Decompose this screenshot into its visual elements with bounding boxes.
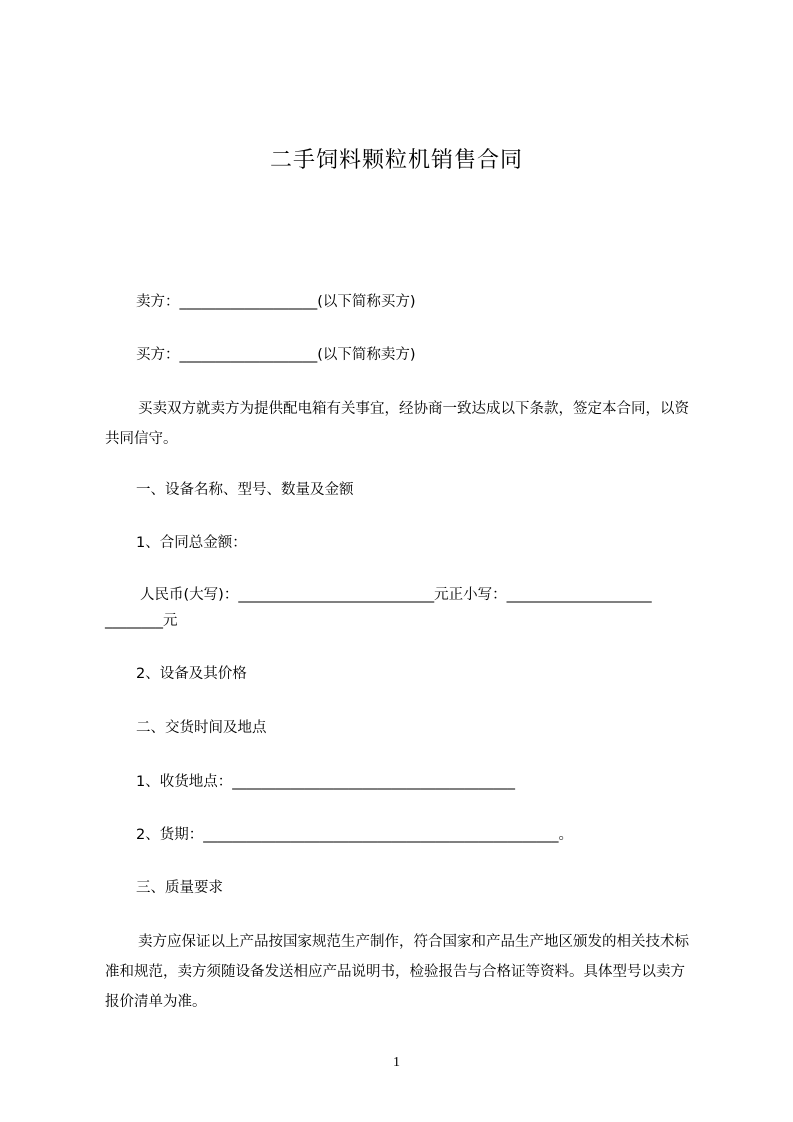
section-heading-2: 二、交货时间及地点 bbox=[136, 720, 267, 736]
seller-line: 卖方：___________________(以下简称买方) bbox=[136, 294, 416, 310]
item-delivery-place: 1、收货地点：_______________________________________ bbox=[136, 774, 515, 790]
buyer-line: 买方：___________________(以下简称卖方) bbox=[136, 347, 416, 363]
item-equipment-price: 2、设备及其价格 bbox=[136, 666, 247, 682]
intro-paragraph: 买卖双方就卖方为提供配电箱有关事宜，经协商一致达成以下条款，签定本合同，以资共同信守。 bbox=[105, 401, 689, 447]
amount-line-continued: ________元 bbox=[105, 613, 178, 629]
section-heading-1: 一、设备名称、型号、数量及金额 bbox=[136, 482, 354, 498]
item-total-amount: 1、合同总金额： bbox=[136, 535, 247, 551]
item-delivery-date: 2、货期：_________________________________________________。 bbox=[136, 827, 573, 843]
quality-paragraph: 卖方应保证以上产品按国家规范生产制作，符合国家和产品生产地区颁发的相关技术标准和规范，卖方须随设备发送相应产品说明书，检验报告与合格证等资料。具体型号以卖方报价清单为准。 bbox=[105, 934, 689, 1010]
contract-title: 二手饲料颗粒机销售合同 bbox=[269, 148, 523, 173]
section-heading-3: 三、质量要求 bbox=[136, 880, 223, 896]
page-number: 1 bbox=[393, 1055, 400, 1070]
amount-line: 人民币(大写)：___________________________元正小写：____________________ bbox=[140, 587, 652, 603]
